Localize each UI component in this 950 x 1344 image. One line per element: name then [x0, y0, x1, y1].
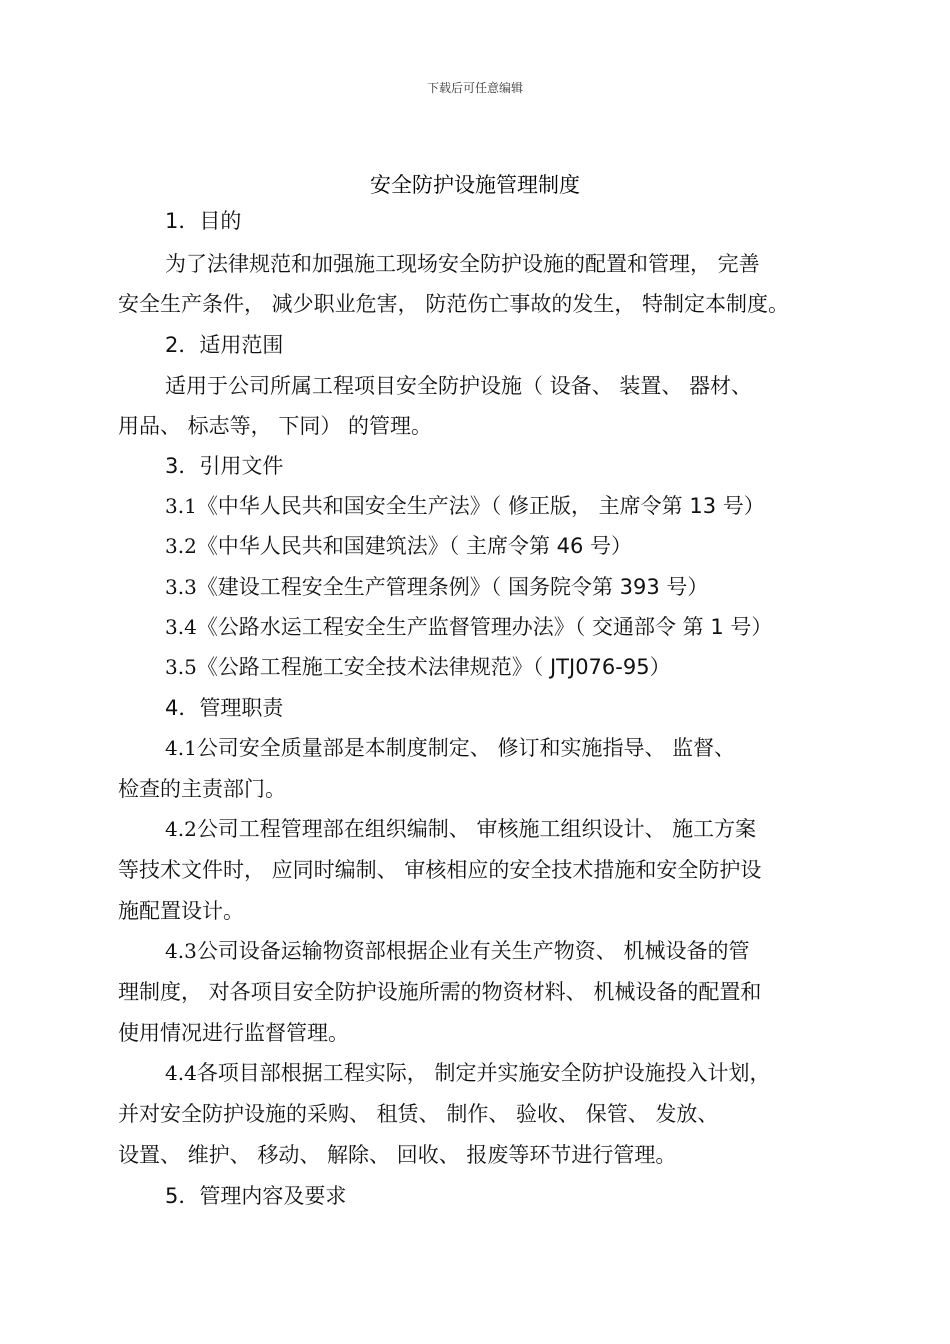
document-title: 安全防护设施管理制度	[370, 173, 580, 197]
duty-item-3-line-3: 使用情况进行监督管理。	[118, 1021, 349, 1045]
duty-item-3-line-1	[165, 937, 750, 965]
reference-item-number: 3.5	[165, 655, 197, 679]
duty-item-2-line-1	[165, 815, 756, 843]
duty-item-4-line-2: 并对安全防护设施的采购、 租赁、 制作、 验收、 保管、 发放、	[118, 1102, 719, 1126]
section-2-heading: 2．适用范围	[165, 333, 284, 357]
section-2-paragraph-line-1: 适用于公司所属工程项目安全防护设施（ 设备、 装置、 器材、	[165, 374, 753, 398]
duty-item-number: 4.3	[165, 939, 197, 963]
reference-item-number: 3.1	[165, 494, 197, 518]
section-5-heading: 5．管理内容及要求	[165, 1184, 347, 1208]
reference-item-1	[165, 492, 765, 520]
reference-item-text: 《中华人民共和国安全生产法》（ 修正版， 主席令第 13 号）	[196, 494, 765, 518]
section-3-heading: 3．引用文件	[165, 454, 284, 478]
duty-item-1-line-2: 检查的主责部门。	[118, 777, 286, 801]
duty-item-2-line-2: 等技术文件时， 应同时编制、 审核相应的安全技术措施和安全防护设	[118, 858, 762, 882]
duty-item-2-line-3: 施配置设计。	[118, 899, 244, 923]
reference-item-text: 《建设工程安全生产管理条例》（ 国务院令第 393 号）	[196, 575, 709, 599]
reference-item-text: 《中华人民共和国建筑法》（ 主席令第 46 号）	[196, 534, 633, 558]
reference-item-2	[165, 532, 632, 560]
duty-item-4-line-1	[165, 1059, 771, 1087]
duty-item-number: 4.1	[165, 736, 197, 760]
reference-item-3	[165, 573, 708, 601]
section-1-paragraph-line-1: 为了法律规范和加强施工现场安全防护设施的配置和管理， 完善	[165, 252, 760, 276]
duty-item-text: 公司工程管理部在组织编制、 审核施工组织设计、 施工方案	[196, 817, 757, 841]
reference-item-number: 3.3	[165, 575, 197, 599]
duty-item-text: 公司安全质量部是本制度制定、 修订和实施指导、 监督、	[196, 736, 736, 760]
section-2-paragraph-line-2: 用品、 标志等， 下同） 的管理。	[118, 414, 433, 438]
duty-item-text: 各项目部根据工程实际， 制定并实施安全防护设施投入计划，	[196, 1061, 771, 1085]
duty-item-text: 公司设备运输物资部根据企业有关生产物资、 机械设备的管	[196, 939, 750, 963]
reference-item-5	[165, 653, 671, 681]
duty-item-number: 4.4	[165, 1061, 197, 1085]
reference-item-4	[165, 613, 772, 641]
section-4-heading: 4．管理职责	[165, 696, 284, 720]
reference-item-text: 《公路工程施工安全技术法律规范》（ JTJ076-95）	[196, 655, 671, 679]
reference-item-text: 《公路水运工程安全生产监督管理办法》（ 交通部令 第 1 号）	[196, 615, 773, 639]
reference-item-number: 3.4	[165, 615, 197, 639]
duty-item-number: 4.2	[165, 817, 197, 841]
duty-item-3-line-2: 理制度， 对各项目安全防护设施所需的物资材料、 机械设备的配置和	[118, 980, 762, 1004]
section-1-paragraph-line-2: 安全生产条件， 减少职业危害， 防范伤亡事故的发生， 特制定本制度。	[118, 292, 790, 316]
duty-item-4-line-3: 设置、 维护、 移动、 解除、 回收、 报废等环节进行管理。	[118, 1143, 677, 1167]
section-1-heading: 1．目的	[165, 209, 242, 233]
duty-item-1-line-1	[165, 734, 735, 762]
header-watermark: 下载后可任意编辑	[426, 81, 523, 95]
reference-item-number: 3.2	[165, 534, 197, 558]
